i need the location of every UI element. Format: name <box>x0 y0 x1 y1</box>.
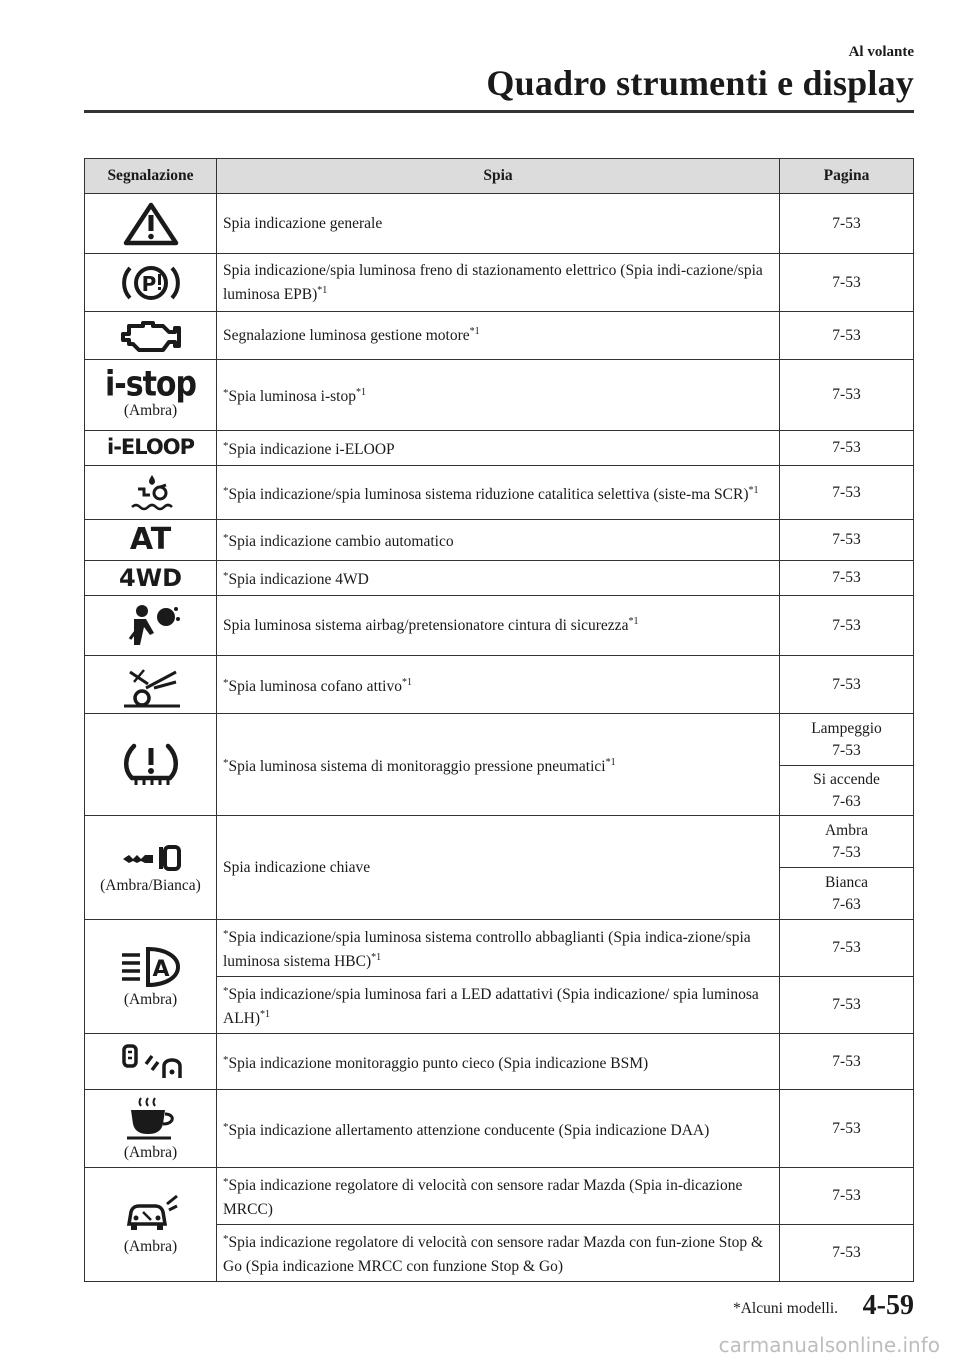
signal-cell <box>85 920 217 1034</box>
light-description: *Spia luminosa sistema di monitoraggio pressione pneumatici$^{*1}$ <box>217 714 780 816</box>
page-ref: 7-53 <box>780 596 914 656</box>
table-row <box>85 312 914 360</box>
table-row <box>85 1034 914 1090</box>
table-row <box>85 520 914 561</box>
signal-cell <box>85 312 217 360</box>
table-header-row <box>85 159 914 194</box>
footnote-marker: *1 <box>605 756 616 768</box>
column-header-light: Spia <box>217 159 780 194</box>
light-description: *Spia indicazione/spia luminosa fari a LED adattativi (Spia indicazione/ spia luminosa ALH)$^{*1}$ <box>217 977 780 1034</box>
light-description: *Spia indicazione allertamento attenzione conducente (Spia indicazione DAA) <box>217 1090 780 1168</box>
light-description: Spia indicazione chiave <box>217 816 780 920</box>
light-description: Segnalazione luminosa gestione motore$^{*1}$ <box>217 312 780 360</box>
page-ref: 7-53 <box>780 561 914 596</box>
light-description: *Spia indicazione/spia luminosa sistema controllo abbaglianti (Spia indica-zione/spia luminosa sistema HBC)$^{*1}$ <box>217 920 780 977</box>
footnote-marker: *1 <box>260 1009 271 1020</box>
warning-lights-table <box>84 158 914 1282</box>
watermark: carmanualsonline.info <box>718 1333 940 1357</box>
airbag-icon <box>120 603 182 649</box>
table-row <box>85 1090 914 1168</box>
scr-icon <box>124 473 178 513</box>
key-icon <box>119 841 183 875</box>
light-description: Spia indicazione generale <box>217 194 780 254</box>
page-ref: 7-53 <box>780 312 914 360</box>
page-ref: 7-53 <box>780 920 914 977</box>
page-ref: 7-53 <box>780 1090 914 1168</box>
at-icon: AT <box>129 522 172 557</box>
light-description: *Spia indicazione i-ELOOP <box>217 431 780 466</box>
page-number: 4-59 <box>862 1290 914 1321</box>
engine-icon <box>119 318 183 354</box>
icon-caption: (Ambra) <box>123 990 178 1008</box>
icon-caption: (Ambra) <box>123 1237 178 1255</box>
table-row <box>85 194 914 254</box>
column-header-page: Pagina <box>780 159 914 194</box>
page-ref: 7-53 <box>780 977 914 1034</box>
table-row <box>85 1168 914 1225</box>
light-description: *Spia luminosa i-stop$^{*1}$ <box>217 360 780 431</box>
signal-cell <box>85 561 217 596</box>
icon-caption: (Ambra/Bianca) <box>100 876 201 894</box>
signal-cell <box>85 194 217 254</box>
light-description: *Spia indicazione 4WD <box>217 561 780 596</box>
signal-cell <box>85 431 217 466</box>
page-ref: 7-53 <box>780 360 914 431</box>
daa-icon <box>123 1096 179 1142</box>
footnote-marker: *1 <box>371 952 382 963</box>
page-ref: Lampeggio 7-53 <box>780 714 914 766</box>
page-ref: 7-53 <box>780 656 914 714</box>
light-description: *Spia indicazione regolatore di velocità con sensore radar Mazda con fun-zione Stop & Go (Spia indicazione MRCC con funzione Stop & Go) <box>217 1225 780 1282</box>
epb-icon <box>116 260 186 306</box>
signal-cell <box>85 360 217 431</box>
page-ref: 7-53 <box>780 194 914 254</box>
page-ref: 7-53 <box>780 1168 914 1225</box>
istop-icon: i-stop <box>104 364 197 405</box>
active-bonnet-icon <box>120 662 182 708</box>
signal-cell <box>85 816 217 920</box>
signal-cell <box>85 254 217 312</box>
table-row <box>85 360 914 431</box>
footnote-marker: *1 <box>748 484 759 496</box>
table-row <box>85 920 914 977</box>
page-ref: 7-53 <box>780 466 914 520</box>
light-description: Spia indicazione/spia luminosa freno di stazionamento elettrico (Spia indi-cazione/spia luminosa EPB)$^{*1}$ <box>217 254 780 312</box>
page-title: Quadro strumenti e display <box>486 63 914 103</box>
page-ref: 7-53 <box>780 520 914 561</box>
footnote-marker: *1 <box>317 284 328 296</box>
signal-cell <box>85 1168 217 1282</box>
signal-cell <box>85 596 217 656</box>
footnote-text: *Alcuni modelli. <box>732 1300 838 1317</box>
table-row <box>85 816 914 868</box>
signal-cell <box>85 656 217 714</box>
page-ref: Si accende 7-63 <box>780 766 914 816</box>
mrcc-icon <box>121 1194 181 1236</box>
ieloop-icon: i-ELOOP <box>107 435 194 459</box>
page-ref: 7-53 <box>780 1034 914 1090</box>
footnote-marker: *1 <box>401 676 412 688</box>
table-row <box>85 561 914 596</box>
header-divider <box>84 110 914 113</box>
page-ref: 7-53 <box>780 1225 914 1282</box>
light-description: *Spia indicazione monitoraggio punto cieco (Spia indicazione BSM) <box>217 1034 780 1090</box>
signal-cell <box>85 714 217 816</box>
signal-cell <box>85 520 217 561</box>
column-header-signal: Segnalazione <box>85 159 217 194</box>
bsm-icon <box>120 1042 182 1082</box>
light-description: *Spia indicazione/spia luminosa sistema riduzione catalitica selettiva (siste-ma SCR)$^{*1}$ <box>217 466 780 520</box>
page-ref: Bianca 7-63 <box>780 868 914 920</box>
table-row <box>85 431 914 466</box>
svg-text:P: P <box>141 271 156 296</box>
tpms-icon <box>120 740 182 790</box>
page-ref: 7-53 <box>780 431 914 466</box>
general-warning-icon <box>122 201 180 247</box>
signal-cell <box>85 1090 217 1168</box>
footnote-marker: *1 <box>628 615 639 627</box>
table-row <box>85 254 914 312</box>
table-row <box>85 656 914 714</box>
footnote-marker: *1 <box>355 387 366 398</box>
svg-text:A: A <box>151 956 170 982</box>
icon-caption: (Ambra) <box>123 1143 178 1161</box>
hbc-icon <box>118 945 184 989</box>
icon-caption: (Ambra) <box>123 402 178 419</box>
light-description: *Spia luminosa cofano attivo$^{*1}$ <box>217 656 780 714</box>
page-ref: Ambra 7-53 <box>780 816 914 868</box>
signal-cell <box>85 466 217 520</box>
footnote-marker: *1 <box>469 325 480 337</box>
4wd-icon: 4WD <box>118 563 183 592</box>
table-row <box>85 596 914 656</box>
light-description: Spia luminosa sistema airbag/pretensionatore cintura di sicurezza$^{*1}$ <box>217 596 780 656</box>
signal-cell <box>85 1034 217 1090</box>
page-ref: 7-53 <box>780 254 914 312</box>
table-row <box>85 466 914 520</box>
table-row <box>85 714 914 766</box>
light-description: *Spia indicazione regolatore di velocità con sensore radar Mazda (Spia in-dicazione MRCC) <box>217 1168 780 1225</box>
header-section-label: Al volante <box>848 44 914 60</box>
light-description: *Spia indicazione cambio automatico <box>217 520 780 561</box>
